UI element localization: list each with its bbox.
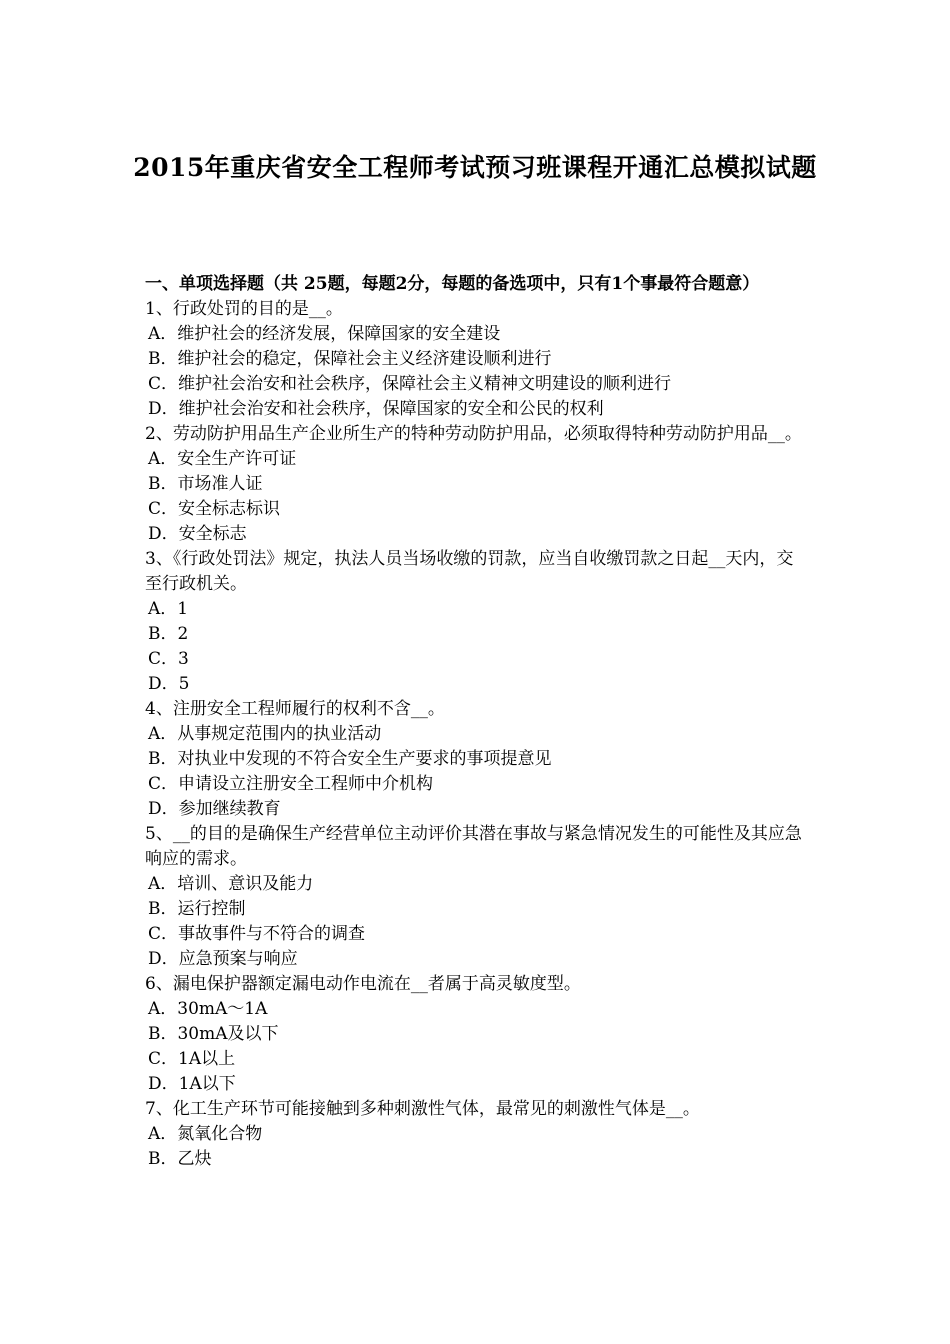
question-text: 7、化工生产环节可能接触到多种刺激性气体，最常见的刺激性气体是__。	[145, 1099, 700, 1119]
option-d: D．应急预案与响应	[148, 949, 298, 969]
option-a: A．30mA～1A	[148, 999, 268, 1019]
question-5	[145, 822, 810, 972]
question-1	[145, 297, 810, 422]
option-a: A．1	[148, 599, 189, 619]
question-text: 3、《行政处罚法》规定，执法人员当场收缴的罚款，应当自收缴罚款之日起__天内，交至行政机关。	[145, 549, 794, 594]
option-d: D．5	[148, 674, 190, 694]
question-2	[145, 422, 810, 547]
option-c: C．1A以上	[148, 1049, 236, 1069]
option-a: A．维护社会的经济发展，保障国家的安全建设	[148, 324, 501, 344]
option-b: B．运行控制	[148, 899, 246, 919]
option-d: D．维护社会治安和社会秩序，保障国家的安全和公民的权利	[148, 399, 604, 419]
option-c: C．申请设立注册安全工程师中介机构	[148, 774, 434, 794]
document-title: 2015年重庆省安全工程师考试预习班课程开通汇总模拟试题	[133, 153, 817, 182]
option-a: A．培训、意识及能力	[148, 874, 314, 894]
option-b: B．对执业中发现的不符合安全生产要求的事项提意见	[148, 749, 552, 769]
option-b: B．市场准人证	[148, 474, 263, 494]
question-6	[145, 972, 810, 1097]
question-text: 4、注册安全工程师履行的权利不含__。	[145, 699, 445, 719]
option-b: B．乙炔	[148, 1149, 212, 1169]
question-3	[145, 547, 810, 697]
option-a: A．从事规定范围内的执业活动	[148, 724, 382, 744]
question-4	[145, 697, 810, 822]
question-text: 2、劳动防护用品生产企业所生产的特种劳动防护用品，必须取得特种劳动防护用品__。	[145, 424, 802, 444]
option-d: D．1A以下	[148, 1074, 236, 1094]
question-text: 6、漏电保护器额定漏电动作电流在__者属于高灵敏度型。	[145, 974, 581, 994]
option-d: D．参加继续教育	[148, 799, 281, 819]
document-content	[145, 272, 810, 1172]
option-a: A．氮氧化合物	[148, 1124, 263, 1144]
section-heading: 一、单项选择题（共 25题，每题2分，每题的备选项中，只有1个事最符合题意）	[145, 274, 760, 294]
option-a: A．安全生产许可证	[148, 449, 297, 469]
option-d: D．安全标志	[148, 524, 247, 544]
option-c: C．3	[148, 649, 189, 669]
question-text: 5、__的目的是确保生产经营单位主动评价其潜在事故与紧急情况发生的可能性及其应急响应的需求。	[145, 824, 802, 869]
option-c: C．维护社会治安和社会秩序，保障社会主义精神文明建设的顺利进行	[148, 374, 672, 394]
option-c: C．安全标志标识	[148, 499, 281, 519]
option-b: B．2	[148, 624, 189, 644]
option-b: B．30mA及以下	[148, 1024, 279, 1044]
question-7	[145, 1097, 810, 1172]
option-b: B．维护社会的稳定，保障社会主义经济建设顺利进行	[148, 349, 552, 369]
question-text: 1、行政处罚的目的是__。	[145, 299, 343, 319]
option-c: C．事故事件与不符合的调查	[148, 924, 366, 944]
